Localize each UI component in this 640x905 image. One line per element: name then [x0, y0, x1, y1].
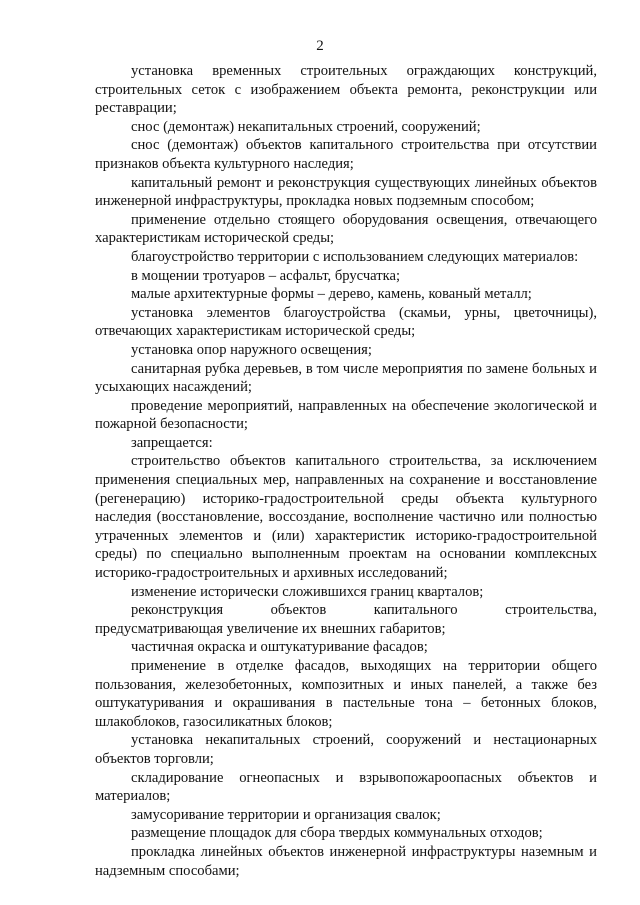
paragraph: благоустройство территории с использованием следующих материалов:	[131, 248, 579, 265]
paragraph: санитарная рубка деревьев, в том числе мероприятия по замене больных и усыхающих насаждений;	[95, 360, 597, 396]
paragraph: в мощении тротуаров – асфальт, брусчатка;	[131, 267, 401, 284]
paragraph: снос (демонтаж) объектов капитального строительства при отсутствии признаков объекта культурного наследия;	[95, 137, 597, 172]
paragraph: снос (демонтаж) некапитальных строений, сооружений;	[131, 118, 481, 135]
paragraph: капитальный ремонт и реконструкция существующих линейных объектов инженерной инфраструктуры, прокладка новых подземным способом;	[95, 174, 597, 210]
paragraph: прокладка линейных объектов инженерной инфраструктуры наземным и надземным способами;	[95, 843, 597, 879]
paragraph: установка опор наружного освещения;	[131, 341, 372, 358]
paragraph: установка некапитальных строений, сооружений и нестационарных объектов торговли;	[95, 732, 597, 767]
paragraph: изменение исторически сложившихся границ кварталов;	[131, 583, 484, 600]
paragraph: размещение площадок для сбора твердых коммунальных отходов;	[131, 825, 543, 842]
paragraph: применение отдельно стоящего оборудования освещения, отвечающего характеристикам исторической среды;	[95, 211, 597, 247]
paragraph: проведение мероприятий, направленных на обеспечение экологической и пожарной безопасности;	[95, 397, 597, 433]
paragraph: применение в отделке фасадов, выходящих на территории общего пользования, железобетонных, композитных и иных панелей, а также без оштукатуривания и окрашивания в пастельные тона – бетонных блоков, шлакоблоков, газосиликатных блоков;	[95, 658, 597, 730]
paragraph: установка временных строительных ограждающих конструкций, строительных сеток с изображением объекта ремонта, реконструкции или реставрации;	[95, 63, 597, 117]
document-body	[95, 62, 597, 880]
page-number: 2	[316, 38, 324, 54]
paragraph: реконструкция объектов капитального строительства, предусматривающая увеличение их внешних габаритов;	[95, 602, 597, 637]
paragraph: частичная окраска и оштукатуривание фасадов;	[131, 639, 428, 656]
paragraph: малые архитектурные формы – дерево, камень, кованый металл;	[131, 286, 532, 303]
paragraph: установка элементов благоустройства (скамьи, урны, цветочницы), отвечающих характеристикам исторической среды;	[95, 304, 597, 340]
prohibited-heading: запрещается:	[131, 434, 213, 451]
paragraph: замусоривание территории и организация свалок;	[131, 806, 441, 823]
paragraph: складирование огнеопасных и взрывопожароопасных объектов и материалов;	[95, 769, 597, 805]
paragraph: строительство объектов капитального строительства, за исключением применения специальных мер, направленных на сохранение и восстановление (регенерацию) историко-градостроительной среды объекта культурного наследия (восстановление, воссоздание, восполнение частично или полностью утраченных элементов и (или) характеристик историко-градостроительной среды) по специально выполненным проектам на основании комплексных историко-градостроительных и архивных исследований;	[95, 453, 597, 582]
